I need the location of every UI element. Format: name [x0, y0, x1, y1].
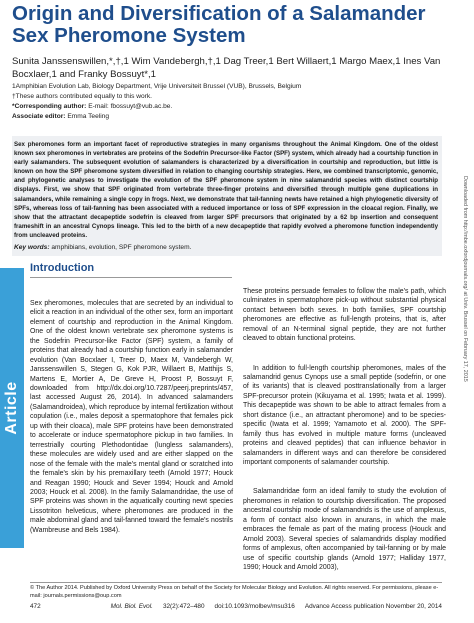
journal-name: Mol. Biol. Evol.: [110, 603, 153, 610]
editor-name: Emma Teeling: [67, 113, 110, 120]
intro-right-paragraph: Salamandridae form an ideal family to study the evolution of pheromones in relation to courtship diversification. The proposed ancestral courtship mode of salamandrids is the use of amplexus, a form of contact also known in anurans, in which the male embraces the female as part of the mating process (Houck and Arnold 2003). Several species of salamandrids display modified forms of amplexus, often accompanied by tail-fanning or by male use of specific courtship glands (Arnold 1977; Halliday 1977, 1990; Houck and Arnold 2003),: [243, 488, 448, 572]
intro-column-right: [243, 268, 446, 592]
article-title: Origin and Diversification of a Salamander Sex Pheromone System: [12, 2, 426, 47]
keywords: [14, 243, 438, 252]
associate-editor: [12, 113, 442, 122]
author-list: Sunita Janssenswillen,*,†,1 Wim Vandebergh,†,1 Dag Treer,1 Bert Willaert,1 Margo Maex,1 Ines Van Bocxlaer,1 and Franky Bossuyt*,1: [12, 56, 441, 80]
advance-access: Advance Access publication November 20, 2014: [304, 603, 442, 610]
abstract-text: Sex pheromones form an important facet of reproductive strategies in many organisms throughout the Animal Kingdom. One of the oldest known sex pheromones in vertebrates are proteins of the Sodefrin Precursor-like Factor (SPF) system, which already had a courtship function in early salamanders. The subsequent evolution of salamanders is characterized by a diversification in courtship and reproduction, but little is known on how the SPF pheromone system diversified in relation to changing courtship strategies. Here, we combined transcriptomic, genomic, and phylogenetic analyses to investigate the evolution of the SPF pheromone system in nine salamandrid species with distinct courtship displays. First, we show that SPF originated from vertebrate three-finger proteins and diversified through multiple gene duplications in salamanders, while remaining a single copy in frogs. Next, we demonstrate that tail-fanning newts have retained a high phylogenetic diversity of SPFs, whereas loss of tail-fanning has been associated with a reduced importance or loss of SPF expression in the cloacal region. Finally, we show that the attractant decapeptide sodefrin is cleaved from larger SPF precursors that originated by a 62 bp insertion and consequent frameshift in an ancestral Cynops lineage. This led to the birth of a new decapeptide that rapidly evolved a pheromone function independently from uncleaved proteins.: [14, 141, 438, 239]
corresponding-label: *Corresponding author:: [12, 103, 87, 110]
affiliation: 1Amphibian Evolution Lab, Biology Department, Vrije Universiteit Brussel (VUB), Brussels, Belgium: [12, 83, 302, 90]
keywords-label: Key words:: [14, 244, 50, 251]
corresponding-email[interactable]: E-mail: fbossuyt@vub.ac.be.: [88, 103, 173, 110]
download-notice: [462, 176, 472, 446]
doi[interactable]: doi:10.1093/molbev/msu316: [214, 603, 295, 610]
introduction-heading: Introduction: [30, 262, 95, 274]
article-section-tab-label: Article: [3, 381, 20, 435]
page-number: 472: [30, 603, 41, 610]
corresponding-author: [12, 103, 442, 112]
intro-right-paragraph: These proteins persuade females to follow the male's path, which culminates in spermatophore pick-up without substantial physical contact between both sexes. In both families, SPF courtship pheromones are effective as full-length proteins, that is, after removal of an N-terminal signal peptide, they are not further cleaved to obtain functional proteins.: [243, 287, 448, 343]
intro-left-paragraph: Sex pheromones, molecules that are secreted by an individual to elicit a reaction in an individual of the other sex, form an important element of courtship and reproduction in the Animal Kingdom. One of the oldest known vertebrate sex pheromone systems is the Sodefrin Precursor-like Factor (SPF) system, a family of proteins that already had a courtship function early in salamander evolution (Van Bocxlaer I, Treer D, Maex M, Vandebergh W, Janssenswillen S, Stegen G, Kok PJR, Willaert B, Matthijs S, Martens E, Mortier A, De Greve H, Proost P, Bossuyt F, downloaded from http://dx.doi.org/10.7287/peerj.preprints/457, last accessed August 26, 2014). In advanced salamanders (Salamandroidea), which reproduce by internal fertilization without copulation (i.e., males deposit a spermatophore that females pick up with their cloaca), male SPF proteins have been demonstrated to accelerate or induce spermatophore pickup in two families. In terrestrially courting Plethodontidae (lungless salamanders), these molecules are widely used and are either slapped on the nose of the female with the male's mental gland or scratched into the female's skin by his premaxillary teeth (Arnold 1977; Houck and Reagan 1990; Houck and Sever 1994; Houck and Arnold 2003; Houck et al. 2008). In the family Salamandridae, the use of SPF proteins was shown in the aquatically courting newt species Lissotriton helveticus, where pheromones are produced in the male abdominal gland and tail-fanned toward the female's nostrils (Wambreuse and Bels 1984).: [30, 299, 235, 534]
footer-rule: [30, 582, 442, 583]
copyright-notice: © The Author 2014. Published by Oxford University Press on behalf of the Society for Molecular Biology and Evolution. All rights reserved. For permissions, please e-mail: journals.permissions@oup.com: [30, 585, 439, 599]
equal-contribution-note: †These authors contributed equally to this work.: [12, 93, 153, 100]
intro-right-paragraph: In addition to full-length courtship pheromones, males of the salamandrid genus Cynops use a small peptide (sodefrin, or one of its variants) that is cleaved posttranslationally from a larger SPF-precursor protein (Kikuyama et al. 1995; Iwata et al. 1999). This decapeptide was shown to be able to attract females from a short distance (i.e., an attractant pheromone) and to be species-specific (Iwata et al. 1999; Yamamoto et al. 2000). The SPF-family thus has evolved in multiple mature forms (uncleaved proteins and cleaved peptides) that can influence behavior in salamanders in different ways and can therefore be considered important components of salamander courtship.: [243, 364, 448, 467]
page-footer: [30, 603, 442, 610]
heading-rule: [30, 277, 232, 278]
download-notice-text[interactable]: Downloaded from http://mbe.oxfordjournals.org/ at Univ. Brussel on February 17, 2015: [462, 176, 468, 382]
intro-column-left: [30, 280, 233, 555]
keywords-value: amphibians, evolution, SPF pheromone system.: [51, 244, 192, 251]
citation: 32(2):472–480: [162, 603, 205, 610]
editor-label: Associate editor:: [12, 113, 66, 120]
